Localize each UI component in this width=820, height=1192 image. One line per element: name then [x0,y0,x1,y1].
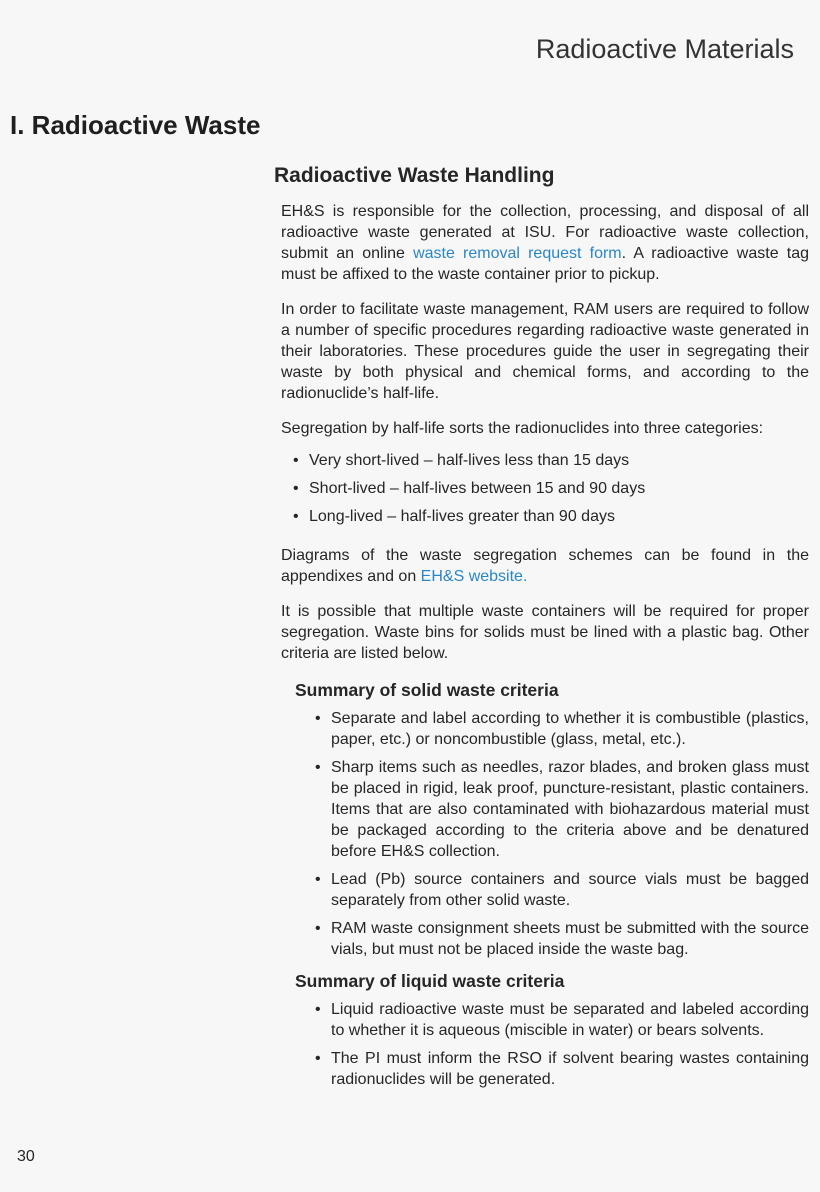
paragraph-procedures: In order to facilitate waste management, RAM users are required to follow a number of specific procedures regarding radioactive waste generated in their laboratories. These procedures guide the user in segregating their waste by both physical and chemical forms, and according to the radionuclide’s half-life. [281,301,809,402]
subsection-title: Radioactive Waste Handling [274,164,555,187]
solid-criteria-list [281,708,809,960]
list-item: • Liquid radioactive waste must be separated and labeled according to whether it is aqueous (miscible in water) or bears solvents. [331,999,809,1041]
paragraph-diagrams: Diagrams of the waste segregation schemes can be found in the appendixes and on EH&S website. [281,547,809,585]
section-title: I. Radioactive Waste [10,110,261,140]
ehs-website-link[interactable]: EH&S website. [420,568,528,585]
list-item: • Sharp items such as needles, razor blades, and broken glass must be placed in rigid, leak proof, puncture-resistant, plastic containers. Items that are also contaminated with biohazardous material must be packaged according to the criteria above and be denatured before EH&S collection. [331,757,809,862]
paragraph-collection: EH&S is responsible for the collection, processing, and disposal of all radioactive waste generated at ISU. For radioactive waste collection, submit an online waste removal request form. A radioactive waste tag must be affixed to the waste container prior to pickup. [281,203,810,283]
list-item: • The PI must inform the RSO if solvent bearing wastes containing radionuclides will be generated. [331,1048,809,1090]
paragraph-containers: It is possible that multiple waste containers will be required for proper segregation. Waste bins for solids must be lined with a plastic bag. Other criteria are listed below. [281,603,809,662]
waste-removal-request-link[interactable]: waste removal request form [413,245,622,262]
list-item: • RAM waste consignment sheets must be submitted with the source vials, but must not be placed inside the waste bag. [331,918,809,960]
paragraph-segregation: Segregation by half-life sorts the radionuclides into three categories: [281,420,764,437]
list-item: • Very short-lived – half-lives less than 15 days [281,447,809,475]
solid-criteria-heading: Summary of solid waste criteria [295,680,559,700]
list-item: • Long-lived – half-lives greater than 90 days [281,503,809,531]
list-item: • Short-lived – half-lives between 15 and 90 days [281,475,809,503]
liquid-criteria-heading: Summary of liquid waste criteria [295,971,565,991]
main-content [274,160,810,1097]
running-header: Radioactive Materials [535,34,794,64]
half-life-category-list [281,447,809,531]
list-item: • Separate and label according to whether it is combustible (plastics, paper, etc.) or noncombustible (glass, metal, etc.). [331,708,809,750]
liquid-criteria-list [281,999,809,1090]
list-item: • Lead (Pb) source containers and source vials must be bagged separately from other solid waste. [331,869,809,911]
page-number: 30 [17,1148,35,1165]
